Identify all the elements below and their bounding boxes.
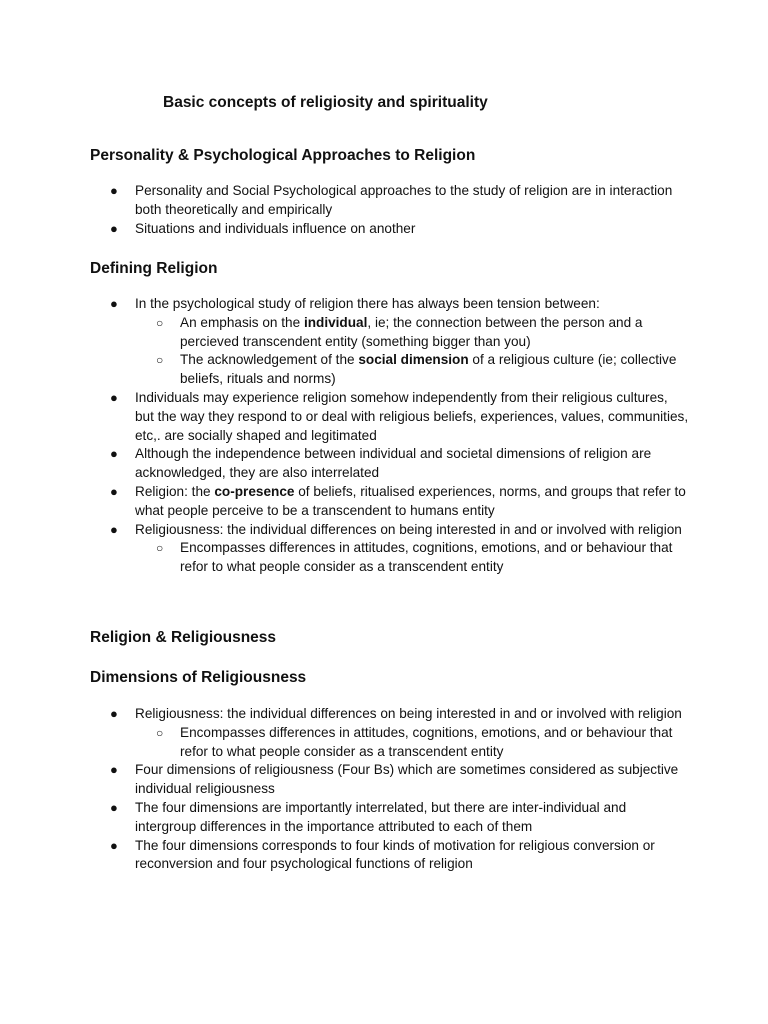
list-item-text: Religiousness: the individual differences on being interested in and or involved with religion: [135, 521, 682, 537]
list-item-text: Encompasses differences in attitudes, cognitions, emotions, and or behaviour that refor to what people consider as a transcendent entity: [180, 724, 673, 759]
list-item: [90, 445, 690, 483]
list-item-text: The four dimensions are importantly interrelated, but there are inter-individual and intergroup differences in the importance attributed to each of them: [135, 799, 627, 834]
section-heading-dimensions: Dimensions of Religiousness: [90, 669, 307, 686]
list-item: [90, 220, 690, 239]
list-item-text-post: of a religious culture (ie; collective beliefs, rituals and norms): [180, 352, 677, 387]
bullet-icon: ●: [110, 183, 118, 198]
list-item: [90, 705, 690, 724]
list-item: [90, 761, 690, 799]
list-item: [90, 295, 690, 314]
list-item-text-post: , ie; the connection between the person and a percieved transcendent entity (something bigger than you): [180, 314, 643, 349]
section-heading-religion-religiousness: Religion & Religiousness: [90, 629, 277, 646]
bullet-icon: ●: [110, 799, 118, 815]
hollow-bullet-icon: ○: [156, 315, 164, 330]
bullet-icon: ●: [110, 446, 118, 462]
list-item: [90, 521, 690, 540]
sub-list-item: [90, 314, 690, 352]
list-item-text: Encompasses differences in attitudes, cognitions, emotions, and or behaviour that refor to what people consider as a transcendent entity: [180, 540, 673, 575]
hollow-bullet-icon: ○: [156, 725, 164, 740]
emphasis-social-dimension: social dimension: [358, 352, 469, 368]
list-item: [90, 799, 690, 837]
list-item-text: The four dimensions corresponds to four kinds of motivation for religious conversion or reconversion and four psychological functions of religion: [135, 837, 655, 872]
list-item-text: Personality and Social Psychological approaches to the study of religion are in interaction both theoretically and empirically: [135, 183, 673, 217]
list-item-text-pre: An emphasis on the: [180, 314, 304, 330]
bullet-icon: ●: [110, 521, 118, 537]
list-item-text: Situations and individuals influence on another: [135, 220, 416, 236]
list-item: [90, 837, 690, 875]
list-item-text: Four dimensions of religiousness (Four Bs) which are sometimes considered as subjective individual religiousness: [135, 762, 679, 797]
hollow-bullet-icon: ○: [156, 353, 164, 368]
list-item: [90, 483, 690, 521]
list-item: [90, 389, 690, 445]
section-heading-defining-religion: Defining Religion: [90, 260, 218, 277]
bullet-icon: ●: [110, 837, 118, 853]
bullet-icon: ●: [110, 706, 118, 721]
bullet-icon: ●: [110, 296, 118, 311]
sub-list-item: [90, 351, 690, 389]
hollow-bullet-icon: ○: [156, 541, 164, 556]
bullet-icon: ●: [110, 389, 118, 405]
list-item-text-post: of beliefs, ritualised experiences, norms, and groups that refer to what people perceive to be a transcendent to humans entity: [135, 483, 686, 518]
page-title: Basic concepts of religiosity and spirituality: [163, 94, 488, 111]
bullet-icon: ●: [110, 762, 118, 778]
list-item-text: Religiousness: the individual differences on being interested in and or involved with religion: [135, 706, 682, 721]
defining-religion-list: [90, 295, 690, 577]
sub-list-item: [90, 724, 690, 762]
list-item-text-pre: The acknowledgement of the: [180, 352, 359, 368]
emphasis-co-presence: co-presence: [214, 483, 295, 499]
list-item-text: In the psychological study of religion there has always been tension between:: [135, 296, 600, 311]
approaches-list: [90, 182, 690, 238]
section-heading-approaches: Personality & Psychological Approaches to Religion: [90, 147, 476, 164]
list-item-text-pre: Religion: the: [135, 483, 215, 499]
list-item-text: Individuals may experience religion somehow independently from their religious cultures, but the way they respond to or deal with religious beliefs, experiences, values, communities, etc,. are socially shaped and legitimated: [135, 389, 689, 443]
emphasis-individual: individual: [303, 314, 368, 330]
list-item: [90, 182, 690, 220]
sub-list-item: [90, 539, 690, 577]
list-item-text: Although the independence between individual and societal dimensions of religion are acknowledged, they are also interrelated: [135, 446, 652, 481]
dimensions-list: [90, 705, 690, 874]
bullet-icon: ●: [110, 220, 118, 236]
bullet-icon: ●: [110, 483, 118, 499]
